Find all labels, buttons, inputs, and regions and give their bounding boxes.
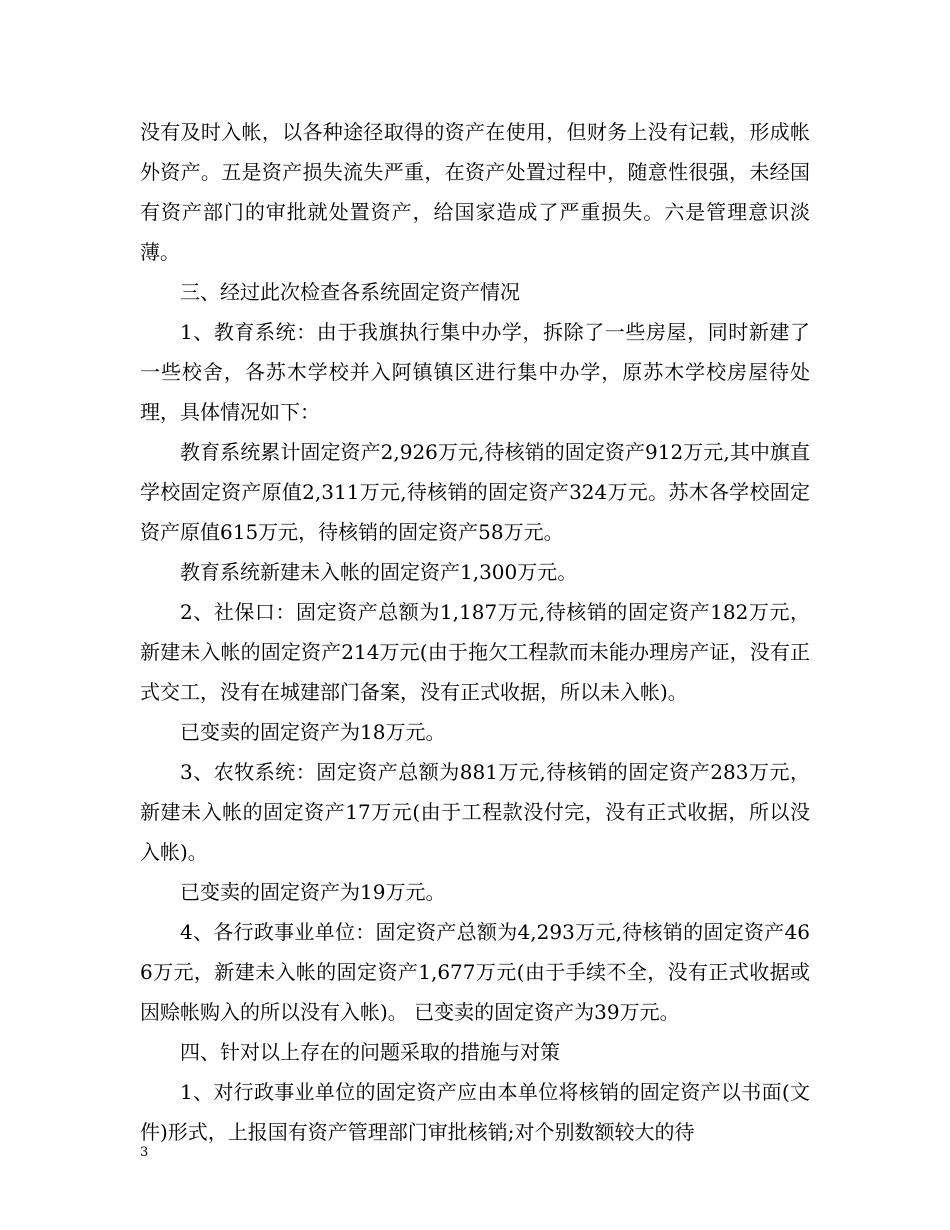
paragraph-measure-one: 1、对行政事业单位的固定资产应由本单位将核销的固定资产以书面(文件)形式，上报国有资产管理部门审批核销;对个别数额较大的待 xyxy=(140,1080,810,1144)
paragraph-agriculture-sold: 已变卖的固定资产为19万元。 xyxy=(180,880,446,904)
paragraph-social-security-sold: 已变卖的固定资产为18万元。 xyxy=(180,720,446,744)
section-heading-three: 三、经过此次检查各系统固定资产情况 xyxy=(180,280,520,304)
paragraph-education-assets: 教育系统累计固定资产2,926万元,待核销的固定资产912万元,其中旗直学校固定资产原值2,311万元,待核销的固定资产324万元。苏木各学校固定资产原值615万元，待核销的固定资产58万元。 xyxy=(140,440,810,544)
paragraph-social-security: 2、社保口：固定资产总额为1,187万元,待核销的固定资产182万元，新建未入帐的固定资产214万元(由于拖欠工程款而未能办理房产证，没有正式交工，没有在城建部门备案，没有正式收据，所以未入帐)。 xyxy=(140,600,810,704)
paragraph-administrative-units: 4、各行政事业单位：固定资产总额为4,293万元,待核销的固定资产466万元，新建未入帐的固定资产1,677万元(由于手续不全，没有正式收据或因赊帐购入的所以没有入帐)。 已变卖的固定资产为39万元。 xyxy=(140,920,810,1024)
paragraph-continuation: 没有及时入帐，以各种途径取得的资产在使用，但财务上没有记载，形成帐外资产。五是资产损失流失严重，在资产处置过程中，随意性很强，未经国有资产部门的审批就处置资产，给国家造成了严重损失。六是管理意识淡薄。 xyxy=(140,120,810,264)
paragraph-education-new-assets: 教育系统新建未入帐的固定资产1,300万元。 xyxy=(180,560,578,584)
body-text xyxy=(140,112,810,1152)
page-number: 3 xyxy=(140,1145,149,1160)
paragraph-agriculture: 3、农牧系统：固定资产总额为881万元,待核销的固定资产283万元，新建未入帐的固定资产17万元(由于工程款没付完，没有正式收据，所以没入帐)。 xyxy=(140,760,810,864)
paragraph-education-system: 1、教育系统：由于我旗执行集中办学，拆除了一些房屋，同时新建了一些校舍，各苏木学校并入阿镇镇区进行集中办学，原苏木学校房屋待处理，具体情况如下： xyxy=(140,320,810,424)
section-heading-four: 四、针对以上存在的问题采取的措施与对策 xyxy=(180,1040,560,1064)
